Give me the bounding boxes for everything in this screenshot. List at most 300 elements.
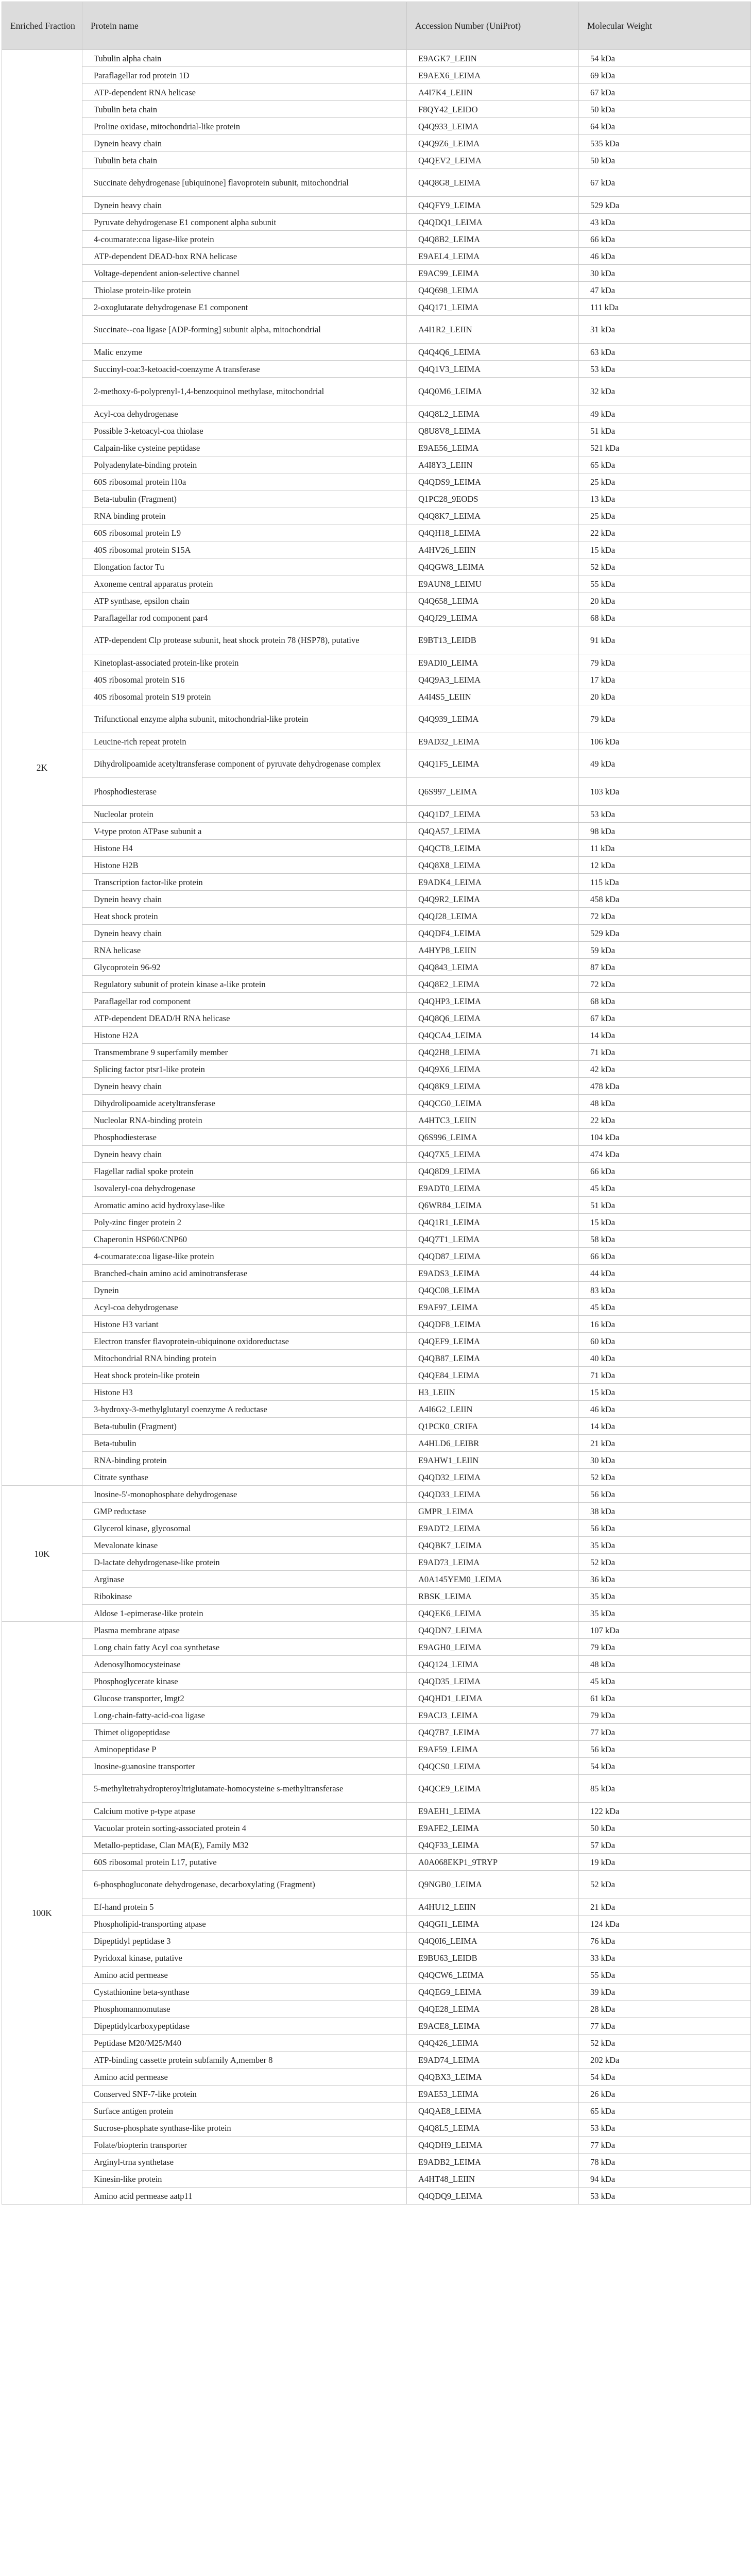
protein-name-cell: 40S ribosomal protein S19 protein (82, 688, 407, 705)
table-row (2, 654, 751, 671)
protein-name-cell: Dynein (82, 1282, 407, 1299)
table-row (2, 959, 751, 976)
protein-name-cell: Aminopeptidase P (82, 1741, 407, 1758)
protein-name-cell: Dipeptidyl peptidase 3 (82, 1933, 407, 1950)
table-row (2, 1554, 751, 1571)
protein-name-cell: Transcription factor-like protein (82, 874, 407, 891)
protein-name-cell: Trifunctional enzyme alpha subunit, mitochondrial-like protein (82, 705, 407, 733)
table-row (2, 118, 751, 135)
molecular-weight-cell: 54 kDa (579, 2069, 751, 2086)
molecular-weight-cell: 22 kDa (579, 524, 751, 541)
enriched-fraction-cell: 100K (2, 1622, 82, 2205)
molecular-weight-cell: 25 kDa (579, 473, 751, 490)
protein-name-cell: Proline oxidase, mitochondrial-like protein (82, 118, 407, 135)
accession-number-cell: E9AF59_LEIMA (407, 1741, 579, 1758)
accession-number-cell: Q4QHP3_LEIMA (407, 993, 579, 1010)
accession-number-cell: Q4QDF8_LEIMA (407, 1316, 579, 1333)
protein-name-cell: Inosine-guanosine transporter (82, 1758, 407, 1775)
protein-name-cell: Succinate dehydrogenase [ubiquinone] flavoprotein subunit, mitochondrial (82, 169, 407, 197)
accession-number-cell: Q4QEG9_LEIMA (407, 1984, 579, 2001)
table-row (2, 1588, 751, 1605)
protein-name-cell: Calcium motive p-type atpase (82, 1803, 407, 1820)
accession-number-cell: Q9NGB0_LEIMA (407, 1871, 579, 1899)
accession-number-cell: A4HTC3_LEIIN (407, 1112, 579, 1129)
accession-number-cell: Q4QDN7_LEIMA (407, 1622, 579, 1639)
protein-name-cell: Metallo-peptidase, Clan MA(E), Family M32 (82, 1837, 407, 1854)
table-row (2, 84, 751, 101)
protein-name-cell: Dynein heavy chain (82, 197, 407, 214)
accession-number-cell: Q4QJ28_LEIMA (407, 908, 579, 925)
molecular-weight-cell: 48 kDa (579, 1095, 751, 1112)
accession-number-cell: E9ADI0_LEIMA (407, 654, 579, 671)
molecular-weight-cell: 521 kDa (579, 439, 751, 456)
accession-number-cell: E9AF97_LEIMA (407, 1299, 579, 1316)
table-row (2, 1775, 751, 1803)
molecular-weight-cell: 20 kDa (579, 592, 751, 609)
accession-number-cell: Q4Q1V3_LEIMA (407, 361, 579, 378)
protein-name-cell: Inosine-5'-monophosphate dehydrogenase (82, 1486, 407, 1503)
table-row (2, 1690, 751, 1707)
protein-name-cell: Arginyl-trna synthetase (82, 2154, 407, 2171)
protein-name-cell: Arginase (82, 1571, 407, 1588)
accession-number-cell: Q4QCS0_LEIMA (407, 1758, 579, 1775)
protein-name-cell: 4-coumarate:coa ligase-like protein (82, 231, 407, 248)
protein-name-cell: Histone H2B (82, 857, 407, 874)
protein-name-cell: Surface antigen protein (82, 2103, 407, 2120)
table-row (2, 1367, 751, 1384)
accession-number-cell: Q4QE28_LEIMA (407, 2001, 579, 2018)
molecular-weight-cell: 20 kDa (579, 688, 751, 705)
accession-number-cell: Q4Q7B7_LEIMA (407, 1724, 579, 1741)
accession-number-cell: H3_LEIIN (407, 1384, 579, 1401)
accession-number-cell: Q4Q939_LEIMA (407, 705, 579, 733)
accession-number-cell: E9AD74_LEIMA (407, 2052, 579, 2069)
molecular-weight-cell: 53 kDa (579, 361, 751, 378)
table-row (2, 1299, 751, 1316)
accession-number-cell: E9BU63_LEIDB (407, 1950, 579, 1967)
molecular-weight-cell: 79 kDa (579, 705, 751, 733)
molecular-weight-cell: 50 kDa (579, 1820, 751, 1837)
molecular-weight-cell: 115 kDa (579, 874, 751, 891)
table-row (2, 282, 751, 299)
table-row (2, 67, 751, 84)
accession-number-cell: E9AUN8_LEIMU (407, 575, 579, 592)
protein-name-cell: Succinate--coa ligase [ADP-forming] subunit alpha, mitochondrial (82, 316, 407, 344)
protein-name-cell: Dynein heavy chain (82, 1078, 407, 1095)
protein-name-cell: Glucose transporter, lmgt2 (82, 1690, 407, 1707)
table-row (2, 609, 751, 626)
molecular-weight-cell: 63 kDa (579, 344, 751, 361)
accession-number-cell: Q4QD32_LEIMA (407, 1469, 579, 1486)
molecular-weight-cell: 53 kDa (579, 806, 751, 823)
molecular-weight-cell: 51 kDa (579, 1197, 751, 1214)
molecular-weight-cell: 21 kDa (579, 1899, 751, 1916)
table-row (2, 1248, 751, 1265)
molecular-weight-cell: 25 kDa (579, 507, 751, 524)
protein-name-cell: ATP-dependent DEAD-box RNA helicase (82, 248, 407, 265)
table-row (2, 1605, 751, 1622)
molecular-weight-cell: 59 kDa (579, 942, 751, 959)
accession-number-cell: Q4QDQ9_LEIMA (407, 2188, 579, 2205)
protein-name-cell: Aromatic amino acid hydroxylase-like (82, 1197, 407, 1214)
accession-number-cell: E9AD32_LEIMA (407, 733, 579, 750)
table-row (2, 1112, 751, 1129)
protein-name-cell: Ef-hand protein 5 (82, 1899, 407, 1916)
accession-number-cell: Q4QDF4_LEIMA (407, 925, 579, 942)
molecular-weight-cell: 69 kDa (579, 67, 751, 84)
protein-name-cell: Ribokinase (82, 1588, 407, 1605)
molecular-weight-cell: 72 kDa (579, 976, 751, 993)
table-row (2, 733, 751, 750)
table-row (2, 361, 751, 378)
accession-number-cell: A4HLD6_LEIBR (407, 1435, 579, 1452)
accession-number-cell: Q4QCA4_LEIMA (407, 1027, 579, 1044)
protein-name-cell: Regulatory subunit of protein kinase a-like protein (82, 976, 407, 993)
protein-name-cell: Poly-zinc finger protein 2 (82, 1214, 407, 1231)
table-row (2, 2103, 751, 2120)
accession-number-cell: Q4QEK6_LEIMA (407, 1605, 579, 1622)
accession-number-cell: E9AHW1_LEIIN (407, 1452, 579, 1469)
accession-number-cell: A0A068EKP1_9TRYP (407, 1854, 579, 1871)
protein-name-cell: 4-coumarate:coa ligase-like protein (82, 1248, 407, 1265)
protein-name-cell: RNA binding protein (82, 507, 407, 524)
table-row (2, 1418, 751, 1435)
molecular-weight-cell: 15 kDa (579, 541, 751, 558)
molecular-weight-cell: 64 kDa (579, 118, 751, 135)
molecular-weight-cell: 40 kDa (579, 1350, 751, 1367)
accession-number-cell: Q4QCE9_LEIMA (407, 1775, 579, 1803)
molecular-weight-cell: 77 kDa (579, 2137, 751, 2154)
protein-name-cell: Dipeptidylcarboxypeptidase (82, 2018, 407, 2035)
molecular-weight-cell: 71 kDa (579, 1044, 751, 1061)
header-row (2, 2, 751, 50)
molecular-weight-cell: 78 kDa (579, 2154, 751, 2171)
table-row (2, 1707, 751, 1724)
accession-number-cell: Q4QF33_LEIMA (407, 1837, 579, 1854)
accession-number-cell: Q4QC08_LEIMA (407, 1282, 579, 1299)
table-row (2, 1180, 751, 1197)
table-row (2, 152, 751, 169)
accession-number-cell: Q4QD35_LEIMA (407, 1673, 579, 1690)
table-row (2, 558, 751, 575)
table-row (2, 1197, 751, 1214)
table-row (2, 1384, 751, 1401)
table-row (2, 1950, 751, 1967)
accession-number-cell: Q4Q0I6_LEIMA (407, 1933, 579, 1950)
protein-name-cell: 60S ribosomal protein L9 (82, 524, 407, 541)
protein-name-cell: Acyl-coa dehydrogenase (82, 1299, 407, 1316)
table-row (2, 1265, 751, 1282)
molecular-weight-cell: 67 kDa (579, 84, 751, 101)
molecular-weight-cell: 14 kDa (579, 1027, 751, 1044)
accession-number-cell: Q4Q8Q6_LEIMA (407, 1010, 579, 1027)
accession-number-cell: Q4QB87_LEIMA (407, 1350, 579, 1367)
table-row (2, 299, 751, 316)
accession-number-cell: E9AGH0_LEIMA (407, 1639, 579, 1656)
column-header-molecular-weight: Molecular Weight (579, 2, 751, 50)
protein-name-cell: Voltage-dependent anion-selective channel (82, 265, 407, 282)
protein-name-cell: Flagellar radial spoke protein (82, 1163, 407, 1180)
protein-name-cell: Chaperonin HSP60/CNP60 (82, 1231, 407, 1248)
accession-number-cell: Q4QCG0_LEIMA (407, 1095, 579, 1112)
molecular-weight-cell: 124 kDa (579, 1916, 751, 1933)
protein-name-cell: Nucleolar protein (82, 806, 407, 823)
accession-number-cell: GMPR_LEIMA (407, 1503, 579, 1520)
table-row (2, 1854, 751, 1871)
accession-number-cell: Q4Q9X6_LEIMA (407, 1061, 579, 1078)
table-row (2, 507, 751, 524)
molecular-weight-cell: 46 kDa (579, 248, 751, 265)
accession-number-cell: Q4QDS9_LEIMA (407, 473, 579, 490)
protein-name-cell: Thimet oligopeptidase (82, 1724, 407, 1741)
molecular-weight-cell: 68 kDa (579, 609, 751, 626)
table-row (2, 1044, 751, 1061)
table-row (2, 1673, 751, 1690)
protein-name-cell: 6-phosphogluconate dehydrogenase, decarboxylating (Fragment) (82, 1871, 407, 1899)
table-row (2, 1837, 751, 1854)
protein-name-cell: Nucleolar RNA-binding protein (82, 1112, 407, 1129)
accession-number-cell: Q4QBX3_LEIMA (407, 2069, 579, 2086)
molecular-weight-cell: 48 kDa (579, 1656, 751, 1673)
accession-number-cell: Q6WR84_LEIMA (407, 1197, 579, 1214)
molecular-weight-cell: 45 kDa (579, 1673, 751, 1690)
protein-name-cell: ATP-binding cassette protein subfamily A,member 8 (82, 2052, 407, 2069)
molecular-weight-cell: 202 kDa (579, 2052, 751, 2069)
protein-name-cell: Tubulin alpha chain (82, 50, 407, 67)
table-row (2, 1095, 751, 1112)
protein-name-cell: Pyruvate dehydrogenase E1 component alpha subunit (82, 214, 407, 231)
protein-name-cell: Succinyl-coa:3-ketoacid-coenzyme A transferase (82, 361, 407, 378)
protein-name-cell: Malic enzyme (82, 344, 407, 361)
accession-number-cell: Q4QCW6_LEIMA (407, 1967, 579, 1984)
molecular-weight-cell: 52 kDa (579, 558, 751, 575)
protein-name-cell: D-lactate dehydrogenase-like protein (82, 1554, 407, 1571)
molecular-weight-cell: 66 kDa (579, 231, 751, 248)
accession-number-cell: E9ADB2_LEIMA (407, 2154, 579, 2171)
molecular-weight-cell: 56 kDa (579, 1520, 751, 1537)
molecular-weight-cell: 111 kDa (579, 299, 751, 316)
protein-name-cell: Folate/biopterin transporter (82, 2137, 407, 2154)
table-row (2, 1129, 751, 1146)
molecular-weight-cell: 106 kDa (579, 733, 751, 750)
molecular-weight-cell: 98 kDa (579, 823, 751, 840)
table-row (2, 671, 751, 688)
accession-number-cell: E9AEL4_LEIMA (407, 248, 579, 265)
protein-name-cell: Glycerol kinase, glycosomal (82, 1520, 407, 1537)
table-row (2, 1571, 751, 1588)
table-row (2, 806, 751, 823)
molecular-weight-cell: 14 kDa (579, 1418, 751, 1435)
accession-number-cell: Q6S997_LEIMA (407, 778, 579, 806)
accession-number-cell: Q4Q7T1_LEIMA (407, 1231, 579, 1248)
protein-name-cell: Paraflagellar rod component (82, 993, 407, 1010)
accession-number-cell: Q4Q4Q6_LEIMA (407, 344, 579, 361)
accession-number-cell: E9AC99_LEIMA (407, 265, 579, 282)
accession-number-cell: E9ADT2_LEIMA (407, 1520, 579, 1537)
table-row (2, 2086, 751, 2103)
table-row (2, 405, 751, 422)
molecular-weight-cell: 67 kDa (579, 1010, 751, 1027)
protein-name-cell: Histone H3 variant (82, 1316, 407, 1333)
accession-number-cell: Q4Q9Z6_LEIMA (407, 135, 579, 152)
table-row (2, 688, 751, 705)
accession-number-cell: Q4QEV2_LEIMA (407, 152, 579, 169)
accession-number-cell: A4I6G2_LEIIN (407, 1401, 579, 1418)
accession-number-cell: Q4Q9A3_LEIMA (407, 671, 579, 688)
molecular-weight-cell: 39 kDa (579, 1984, 751, 2001)
accession-number-cell: Q4QAE8_LEIMA (407, 2103, 579, 2120)
accession-number-cell: Q4QD87_LEIMA (407, 1248, 579, 1265)
molecular-weight-cell: 35 kDa (579, 1537, 751, 1554)
protein-name-cell: Heat shock protein (82, 908, 407, 925)
protein-name-cell: Mitochondrial RNA binding protein (82, 1350, 407, 1367)
molecular-weight-cell: 52 kDa (579, 1469, 751, 1486)
molecular-weight-cell: 61 kDa (579, 1690, 751, 1707)
protein-name-cell: Long-chain-fatty-acid-coa ligase (82, 1707, 407, 1724)
table-row (2, 1214, 751, 1231)
protein-name-cell: Dihydrolipoamide acetyltransferase component of pyruvate dehydrogenase complex (82, 750, 407, 778)
accession-number-cell: Q4QEF9_LEIMA (407, 1333, 579, 1350)
protein-name-cell: Adenosylhomocysteinase (82, 1656, 407, 1673)
molecular-weight-cell: 91 kDa (579, 626, 751, 654)
molecular-weight-cell: 56 kDa (579, 1741, 751, 1758)
protein-name-cell: 3-hydroxy-3-methylglutaryl coenzyme A reductase (82, 1401, 407, 1418)
protein-name-cell: Paraflagellar rod component par4 (82, 609, 407, 626)
protein-name-cell: Aldose 1-epimerase-like protein (82, 1605, 407, 1622)
table-row (2, 1820, 751, 1837)
molecular-weight-cell: 22 kDa (579, 1112, 751, 1129)
accession-number-cell: A4HV26_LEIIN (407, 541, 579, 558)
molecular-weight-cell: 47 kDa (579, 282, 751, 299)
molecular-weight-cell: 21 kDa (579, 1435, 751, 1452)
molecular-weight-cell: 122 kDa (579, 1803, 751, 1820)
molecular-weight-cell: 16 kDa (579, 1316, 751, 1333)
table-row (2, 231, 751, 248)
protein-name-cell: Calpain-like cysteine peptidase (82, 439, 407, 456)
table-row (2, 1520, 751, 1537)
molecular-weight-cell: 54 kDa (579, 50, 751, 67)
protein-name-cell: 5-methyltetrahydropteroyltriglutamate-homocysteine s-methyltransferase (82, 1775, 407, 1803)
protein-name-cell: Histone H4 (82, 840, 407, 857)
molecular-weight-cell: 66 kDa (579, 1163, 751, 1180)
protein-name-cell: Vacuolar protein sorting-associated protein 4 (82, 1820, 407, 1837)
molecular-weight-cell: 79 kDa (579, 1707, 751, 1724)
table-row (2, 135, 751, 152)
accession-number-cell: E9AFE2_LEIMA (407, 1820, 579, 1837)
table-row (2, 1350, 751, 1367)
table-row (2, 439, 751, 456)
table-row (2, 1639, 751, 1656)
table-row (2, 2052, 751, 2069)
molecular-weight-cell: 83 kDa (579, 1282, 751, 1299)
accession-number-cell: Q4Q8L2_LEIMA (407, 405, 579, 422)
protein-name-cell: Splicing factor ptsr1-like protein (82, 1061, 407, 1078)
protein-name-cell: ATP-dependent Clp protease subunit, heat shock protein 78 (HSP78), putative (82, 626, 407, 654)
accession-number-cell: Q4QDQ1_LEIMA (407, 214, 579, 231)
molecular-weight-cell: 42 kDa (579, 1061, 751, 1078)
molecular-weight-cell: 65 kDa (579, 456, 751, 473)
molecular-weight-cell: 474 kDa (579, 1146, 751, 1163)
accession-number-cell: Q4QHD1_LEIMA (407, 1690, 579, 1707)
protein-name-cell: Dihydrolipoamide acetyltransferase (82, 1095, 407, 1112)
table-row (2, 1435, 751, 1452)
protein-name-cell: Mevalonate kinase (82, 1537, 407, 1554)
table-row (2, 1333, 751, 1350)
molecular-weight-cell: 56 kDa (579, 1486, 751, 1503)
accession-number-cell: Q4Q9R2_LEIMA (407, 891, 579, 908)
protein-name-cell: Amino acid permease (82, 1967, 407, 1984)
protein-name-cell: Paraflagellar rod protein 1D (82, 67, 407, 84)
protein-name-cell: Electron transfer flavoprotein-ubiquinone oxidoreductase (82, 1333, 407, 1350)
protein-name-cell: Polyadenylate-binding protein (82, 456, 407, 473)
accession-number-cell: Q4Q933_LEIMA (407, 118, 579, 135)
table-row (2, 1803, 751, 1820)
molecular-weight-cell: 60 kDa (579, 1333, 751, 1350)
protein-name-cell: Kinetoplast-associated protein-like protein (82, 654, 407, 671)
table-row (2, 1316, 751, 1333)
molecular-weight-cell: 55 kDa (579, 575, 751, 592)
table-row (2, 456, 751, 473)
enriched-fraction-cell: 2K (2, 50, 82, 1486)
table-row (2, 524, 751, 541)
protein-name-cell: Heat shock protein-like protein (82, 1367, 407, 1384)
protein-name-cell: Possible 3-ketoacyl-coa thiolase (82, 422, 407, 439)
table-row (2, 1146, 751, 1163)
accession-number-cell: Q4QH18_LEIMA (407, 524, 579, 541)
table-header (2, 2, 751, 50)
protein-name-cell: Peptidase M20/M25/M40 (82, 2035, 407, 2052)
accession-number-cell: E9AE53_LEIMA (407, 2086, 579, 2103)
table-row (2, 1469, 751, 1486)
molecular-weight-cell: 55 kDa (579, 1967, 751, 1984)
molecular-weight-cell: 76 kDa (579, 1933, 751, 1950)
table-row (2, 840, 751, 857)
accession-number-cell: Q4QDH9_LEIMA (407, 2137, 579, 2154)
table-row (2, 705, 751, 733)
accession-number-cell: Q4QGW8_LEIMA (407, 558, 579, 575)
molecular-weight-cell: 11 kDa (579, 840, 751, 857)
molecular-weight-cell: 17 kDa (579, 671, 751, 688)
table-row (2, 1282, 751, 1299)
molecular-weight-cell: 49 kDa (579, 750, 751, 778)
table-row (2, 248, 751, 265)
table-row (2, 1758, 751, 1775)
accession-number-cell: Q4QE84_LEIMA (407, 1367, 579, 1384)
accession-number-cell: Q4Q1R1_LEIMA (407, 1214, 579, 1231)
molecular-weight-cell: 26 kDa (579, 2086, 751, 2103)
protein-name-cell: Pyridoxal kinase, putative (82, 1950, 407, 1967)
accession-number-cell: E9AGK7_LEIIN (407, 50, 579, 67)
molecular-weight-cell: 49 kDa (579, 405, 751, 422)
column-header-accession: Accession Number (UniProt) (407, 2, 579, 50)
table-row (2, 2035, 751, 2052)
molecular-weight-cell: 535 kDa (579, 135, 751, 152)
molecular-weight-cell: 57 kDa (579, 1837, 751, 1854)
protein-name-cell: Phosphomannomutase (82, 2001, 407, 2018)
table-row (2, 1027, 751, 1044)
table-row (2, 1061, 751, 1078)
molecular-weight-cell: 87 kDa (579, 959, 751, 976)
table-row (2, 1452, 751, 1469)
molecular-weight-cell: 77 kDa (579, 2018, 751, 2035)
molecular-weight-cell: 53 kDa (579, 2120, 751, 2137)
table-row (2, 197, 751, 214)
protein-name-cell: Phosphoglycerate kinase (82, 1673, 407, 1690)
accession-number-cell: E9AEX6_LEIMA (407, 67, 579, 84)
accession-number-cell: RBSK_LEIMA (407, 1588, 579, 1605)
protein-name-cell: 40S ribosomal protein S15A (82, 541, 407, 558)
accession-number-cell: Q1PC28_9EODS (407, 490, 579, 507)
